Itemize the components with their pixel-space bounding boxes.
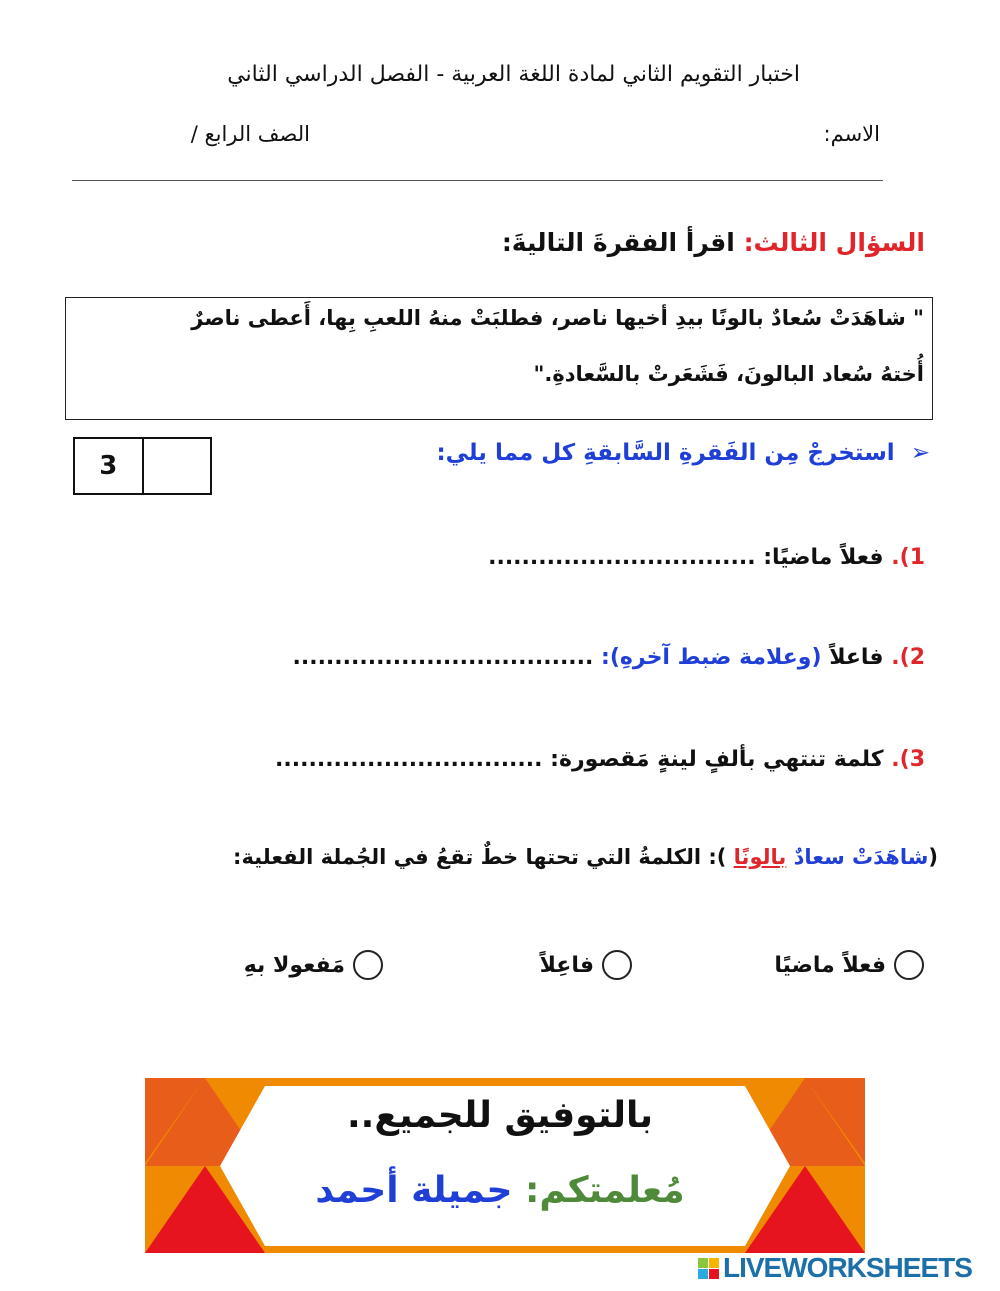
extract-instruction — [436, 440, 930, 466]
score-value: 3 — [75, 439, 144, 493]
option-label: فعلاً ماضيًا — [774, 952, 886, 978]
extract-text: استخرجْ مِن الفَقرةِ السَّابقةِ كل مما يلي: — [436, 440, 895, 466]
mcq-sentence: شاهَدَتْ سعادٌ — [793, 845, 929, 869]
list-item — [275, 747, 925, 772]
paragraph-line: " شاهَدَتْ سُعادٌ بالونًا بيدِ أخيها ناصر، فطلبَتْ منهُ اللعبِ بِها، أَعطى ناصرٌ — [191, 306, 924, 330]
answer-input[interactable]: ................................ — [275, 747, 543, 772]
option-label: فاعِلاً — [539, 952, 594, 978]
option-object[interactable] — [244, 950, 383, 980]
question-heading — [502, 228, 925, 257]
answer-input[interactable]: ................................ — [488, 545, 756, 570]
logo-icon — [698, 1258, 719, 1279]
divider — [72, 180, 883, 181]
grade-label: الصف الرابع / — [190, 122, 310, 146]
item-text: فاعلاً — [829, 645, 884, 670]
mcq-question-text: الكلمةُ التي تحتها خطٌ تقعُ في الجُملة الفعلية: — [233, 845, 702, 869]
teacher-label: مُعلمتكم: — [524, 1170, 685, 1211]
mcq-question — [233, 845, 938, 869]
option-label: مَفعولا بهِ — [243, 952, 345, 978]
radio-button[interactable] — [602, 950, 632, 980]
list-item — [488, 545, 925, 570]
paragraph-line: أُختهُ سُعاد البالونَ، فَشَعَرتْ بالسَّعادةِ." — [533, 362, 924, 386]
paren: ( — [928, 845, 938, 869]
question-label: السؤال الثالث: — [743, 228, 925, 257]
banner-teacher — [0, 1170, 1000, 1211]
option-past-verb[interactable] — [774, 950, 924, 980]
radio-button[interactable] — [894, 950, 924, 980]
option-subject[interactable] — [540, 950, 632, 980]
item-number: 1). — [891, 545, 925, 570]
underlined-word: بالونًا — [733, 845, 787, 869]
brand-text: LIVEWORKSHEETS — [723, 1252, 972, 1283]
worksheet-title: اختبار التقويم الثاني لمادة اللغة العربية - الفصل الدراسي الثاني — [227, 62, 800, 87]
liveworksheets-logo — [698, 1252, 972, 1284]
answer-input[interactable]: .................................... — [292, 645, 594, 670]
paren: ): — [708, 845, 734, 869]
name-label: الاسم: — [823, 122, 880, 146]
score-box — [73, 437, 212, 495]
question-instruction: اقرأ الفقرةَ التاليةَ: — [501, 228, 735, 257]
item-note: (وعلامة ضبط آخرهِ): — [601, 645, 822, 670]
banner-greeting: بالتوفيق للجميع.. — [347, 1095, 653, 1136]
arrow-bullet-icon: ➢ — [910, 440, 930, 466]
item-text: فعلاً ماضيًا: — [763, 545, 884, 570]
score-input[interactable] — [144, 439, 211, 493]
item-text: كلمة تنتهي بألفٍ لينةٍ مَقصورة: — [550, 747, 884, 772]
list-item — [293, 645, 926, 670]
radio-button[interactable] — [353, 950, 383, 980]
reading-paragraph — [65, 297, 933, 420]
item-number: 3). — [891, 747, 925, 772]
teacher-name: جميلة أحمد — [315, 1170, 513, 1211]
item-number: 2). — [891, 645, 925, 670]
